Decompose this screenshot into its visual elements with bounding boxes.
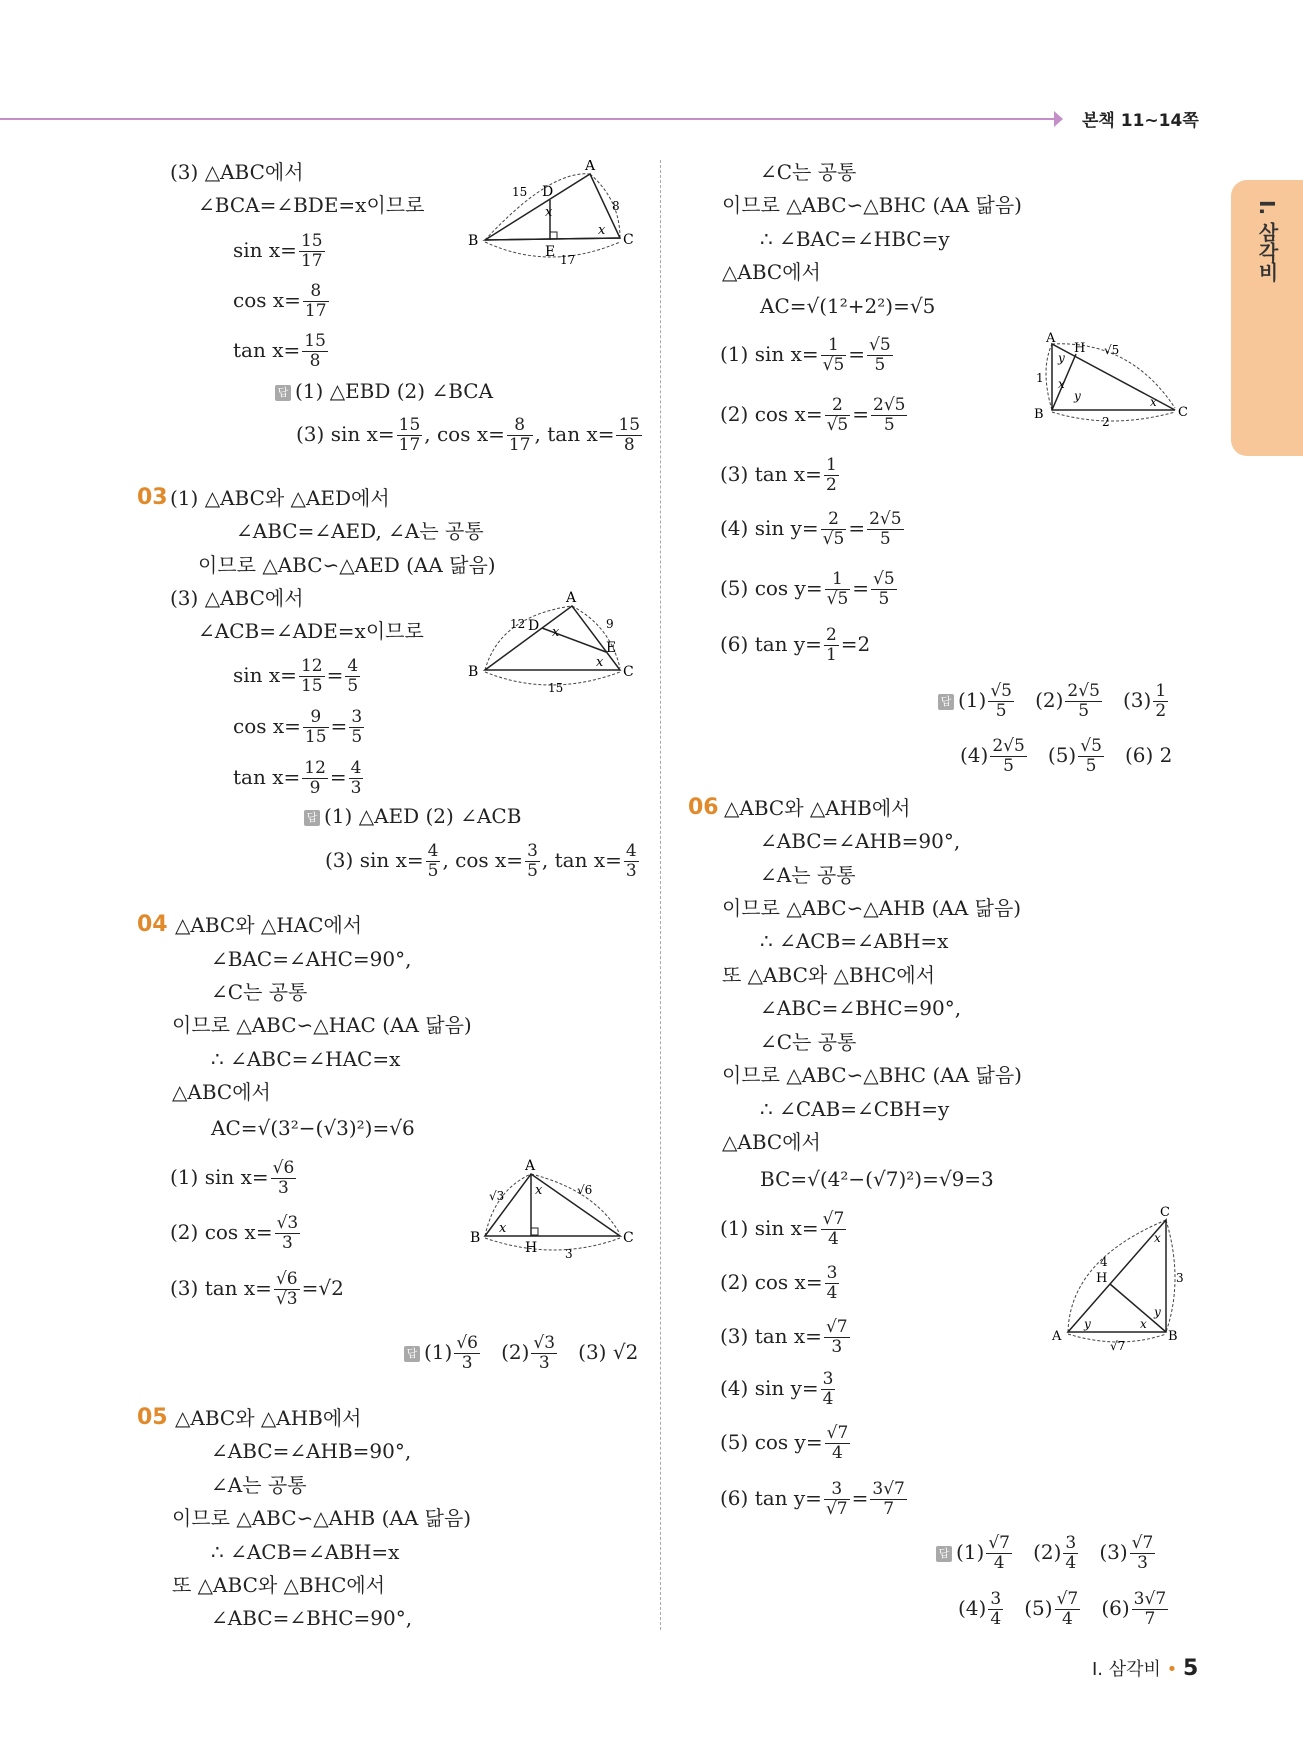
svg-text:B: B (1034, 407, 1044, 422)
text-line: ∠A는 공통 (211, 1473, 307, 1497)
triangle-figure-4 (1030, 330, 1200, 430)
answer-line: (3) sin x= $\frac{15}{17}$ , cos x= $\frac{8}{17}$ , tan x= $\frac{15}{8}$ (296, 415, 641, 455)
text-line: ∠BAC=∠AHC=90°, (211, 947, 412, 971)
text-line: 이므로 △ABC∽△AHB (AA 닮음) (172, 1506, 472, 1530)
svg-text:x: x (499, 1221, 507, 1236)
text-line: 또 △ABC와 △BHC에서 (722, 963, 936, 987)
svg-text:4: 4 (1100, 1255, 1108, 1269)
answer-line: 답 (1) $\frac{√6}{3}$ (2) $\frac{√3}{3}$ (3) √2 (404, 1330, 638, 1374)
header-arrow-icon (1054, 111, 1063, 127)
text-line: △ABC와 △AHB에서 (724, 796, 911, 820)
sin-equation: (1) sin x= $\frac{√6}{3}$ (170, 1158, 295, 1198)
triangle-figure-2 (460, 586, 640, 696)
text-line: AC=√(3²−(√3)²)=√6 (211, 1116, 415, 1140)
text-line: ∠ACB=∠ADE=x이므로 (198, 619, 424, 643)
text-line: ∠ABC=∠AHB=90°, (760, 829, 961, 853)
triangle-figure-5 (1050, 1200, 1190, 1360)
text-line: 이므로 △ABC∽△BHC (AA 닮음) (722, 193, 1022, 217)
text-line: ∠C는 공통 (760, 160, 857, 184)
cos-equation: (2) cos x= $\frac{3}{4}$ (720, 1263, 838, 1303)
svg-text:E: E (606, 640, 617, 656)
label-A: A (585, 160, 596, 174)
sin-equation: sin x= $\frac{15}{17}$ (233, 231, 323, 271)
sin-equation: (1) sin x= $\frac{√7}{4}$ (720, 1209, 845, 1249)
text-line: ∠ABC=∠AED, ∠A는 공통 (236, 519, 484, 543)
label-B: B (468, 233, 479, 249)
svg-text:9: 9 (606, 617, 614, 631)
page-footer (1092, 1655, 1198, 1681)
svg-text:2: 2 (1102, 415, 1110, 429)
text-line: ∴ ∠ACB=∠ABH=x (760, 929, 949, 953)
svg-text:x: x (545, 205, 553, 220)
svg-text:√7: √7 (1110, 1339, 1126, 1353)
text-line: ∠ABC=∠BHC=90°, (211, 1606, 413, 1630)
text-line: ∴ ∠BAC=∠HBC=y (760, 227, 950, 251)
text-line: ∠C는 공통 (211, 980, 308, 1004)
tan-equation: tan x= $\frac{12}{9}$ = $\frac{4}{3}$ (233, 758, 362, 798)
text-line: 이므로 △ABC∽△AHB (AA 닮음) (722, 896, 1022, 920)
svg-text:A: A (566, 590, 577, 606)
triangle-figure-3 (465, 1150, 645, 1260)
svg-text:x: x (535, 1183, 543, 1198)
svg-text:15: 15 (512, 185, 528, 199)
answer-line: (4) $\frac{3}{4}$ (5) $\frac{√7}{4}$ (6) $\frac{3√7}{7}$ (958, 1589, 1167, 1629)
text-line: ∴ ∠CAB=∠CBH=y (760, 1097, 950, 1121)
svg-text:3: 3 (565, 1247, 573, 1260)
svg-text:12: 12 (510, 617, 526, 631)
svg-text:x: x (552, 625, 560, 640)
text-line: △ABC와 △HAC에서 (175, 913, 363, 937)
sin-equation: sin x= $\frac{12}{15}$ = $\frac{4}{5}$ (233, 656, 359, 696)
label-C: C (623, 232, 634, 248)
cos-y-equation: (5) cos y= $\frac{√7}{4}$ (720, 1423, 849, 1463)
svg-text:√5: √5 (1104, 343, 1120, 357)
answer-line: (3) sin x= $\frac{4}{5}$ , cos x= $\frac{3}{5}$ , tan x= $\frac{4}{3}$ (325, 841, 637, 881)
cos-y-equation: (5) cos y= $\frac{1}{√5}$ = $\frac{√5}{5}$ (720, 569, 895, 609)
svg-text:H: H (1096, 1271, 1108, 1286)
text-line: BC=√(4²−(√7)²)=√9=3 (760, 1167, 994, 1191)
svg-text:D: D (528, 618, 540, 634)
cos-equation: cos x= $\frac{9}{15}$ = $\frac{3}{5}$ (233, 707, 363, 747)
svg-text:8: 8 (612, 199, 620, 213)
label-E: E (545, 244, 556, 260)
svg-text:15: 15 (548, 681, 564, 695)
svg-text:√6: √6 (577, 1183, 593, 1197)
text-line: △ABC에서 (172, 1080, 271, 1104)
page-number: 5 (1183, 1656, 1199, 1681)
svg-text:C: C (1160, 1205, 1170, 1220)
sin-equation: (1) sin x= $\frac{1}{√5}$ = $\frac{√5}{5}$ (720, 335, 891, 375)
svg-text:√3: √3 (489, 1189, 505, 1203)
svg-text:1: 1 (1036, 371, 1044, 385)
svg-text:x: x (1150, 395, 1157, 409)
chapter-tab (1231, 180, 1303, 456)
svg-text:x: x (598, 223, 606, 238)
cos-equation: cos x= $\frac{8}{17}$ (233, 281, 327, 321)
svg-text:C: C (623, 1230, 634, 1246)
text-line: 이므로 △ABC∽△AED (AA 닮음) (198, 553, 496, 577)
column-divider (660, 160, 661, 1630)
sin-y-equation: (4) sin y= $\frac{3}{4}$ (720, 1369, 834, 1409)
answer-line: (4) $\frac{2√5}{5}$ (5) $\frac{√5}{5}$ (6) 2 (960, 736, 1173, 776)
text-line: (1) △ABC와 △AED에서 (170, 486, 390, 510)
svg-text:H: H (1074, 341, 1086, 356)
svg-text:x: x (596, 655, 604, 670)
cos-equation: (2) cos x= $\frac{2}{√5}$ = $\frac{2√5}{5}$ (720, 395, 906, 435)
footer-dot-icon: • (1166, 1659, 1178, 1680)
header-rule (0, 118, 1060, 120)
tan-equation: (3) tan x= $\frac{√7}{3}$ (720, 1317, 848, 1357)
text-line: △ABC에서 (722, 1130, 821, 1154)
tan-equation: (3) tan x= $\frac{1}{2}$ (720, 455, 837, 495)
problem-number: 06 (688, 795, 719, 820)
svg-text:y: y (1058, 351, 1065, 365)
svg-text:B: B (1168, 1329, 1178, 1344)
svg-text:A: A (1046, 331, 1056, 346)
svg-text:A: A (1052, 1329, 1062, 1344)
triangle-figure-1 (460, 160, 640, 270)
svg-text:C: C (1178, 405, 1188, 420)
text-line: 이므로 △ABC∽△HAC (AA 닮음) (172, 1013, 472, 1037)
sin-y-equation: (4) sin y= $\frac{2}{√5}$ = $\frac{2√5}{5}$ (720, 509, 902, 549)
svg-text:B: B (468, 664, 479, 680)
svg-text:C: C (623, 664, 634, 680)
text-line: ∴ ∠ABC=∠HAC=x (211, 1047, 401, 1071)
text-line: △ABC에서 (722, 260, 821, 284)
label-D: D (542, 184, 554, 200)
text-line: AC=√(1²+2²)=√5 (760, 294, 936, 318)
svg-text:y: y (1074, 389, 1081, 403)
svg-text:A: A (525, 1158, 536, 1174)
svg-text:x: x (1154, 1231, 1161, 1245)
text-line: ∠ABC=∠BHC=90°, (760, 996, 962, 1020)
answer-line: 답 (1) △EBD (2) ∠BCA (275, 377, 493, 405)
text-line: 이므로 △ABC∽△BHC (AA 닮음) (722, 1063, 1022, 1087)
svg-text:H: H (525, 1240, 538, 1256)
answer-line: 답 (1) $\frac{√5}{5}$ (2) $\frac{2√5}{5}$ (3) $\frac{1}{2}$ (938, 678, 1170, 722)
footer-chapter: I. 삼각비 (1092, 1659, 1161, 1680)
answer-line: 답 (1) △AED (2) ∠ACB (304, 802, 521, 830)
text-line: ∴ ∠ACB=∠ABH=x (211, 1540, 400, 1564)
problem-number: 05 (137, 1405, 168, 1430)
cos-equation: (2) cos x= $\frac{√3}{3}$ (170, 1213, 299, 1253)
tan-y-equation: (6) tan y= $\frac{3}{√7}$ = $\frac{3√7}{7}$ (720, 1479, 905, 1519)
svg-text:3: 3 (1176, 1271, 1184, 1285)
svg-text:x: x (1058, 377, 1065, 391)
svg-text:B: B (470, 1230, 481, 1246)
text-line: ∠ABC=∠AHB=90°, (211, 1439, 412, 1463)
answer-line: 답 (1) $\frac{√7}{4}$ (2) $\frac{3}{4}$ (3) $\frac{√7}{3}$ (936, 1530, 1157, 1574)
text-line: (3) △ABC에서 (170, 160, 304, 184)
svg-text:y: y (1084, 1317, 1091, 1331)
svg-text:17: 17 (560, 253, 576, 267)
tan-equation: tan x= $\frac{15}{8}$ (233, 331, 326, 371)
svg-text:x: x (1140, 1317, 1147, 1331)
tan-equation: (3) tan x= $\frac{√6}{√3}$ =√2 (170, 1269, 344, 1309)
text-line: △ABC와 △AHB에서 (175, 1406, 362, 1430)
text-line: ∠C는 공통 (760, 1030, 857, 1054)
page-reference: 본책 11~14쪽 (1082, 111, 1199, 131)
chapter-tab-label: I. 삼각비 (1255, 200, 1279, 283)
tan-y-equation: (6) tan y= $\frac{2}{1}$ =2 (720, 625, 871, 665)
text-line: ∠A는 공통 (760, 863, 856, 887)
text-line: (3) △ABC에서 (170, 586, 304, 610)
text-line: 또 △ABC와 △BHC에서 (172, 1573, 386, 1597)
svg-text:y: y (1154, 1305, 1161, 1319)
problem-number: 03 (137, 485, 168, 510)
text-line: ∠BCA=∠BDE=x이므로 (198, 193, 425, 217)
problem-number: 04 (137, 912, 168, 937)
